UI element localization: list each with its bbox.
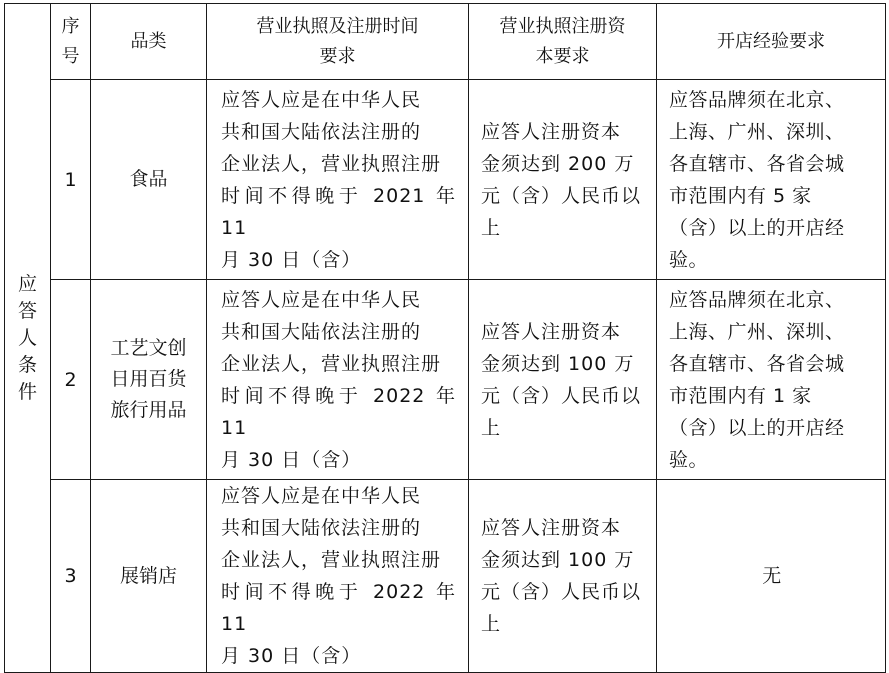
table-row xyxy=(5,480,886,673)
row-license-requirement: 应答人应是在中华人民 共和国大陆依法注册的 企业法人，营业执照注册 时间不得晚于 2022 年 11 月 30 日（含） xyxy=(207,280,469,480)
header-experience: 开店经验要求 xyxy=(657,4,886,80)
header-license: 营业执照及注册时间 要求 xyxy=(207,4,469,80)
row-experience-requirement: 无 xyxy=(657,480,886,673)
section-label-char: 件 xyxy=(17,380,37,403)
row-capital-requirement: 应答人注册资本 金须达到 200 万 元（含）人民币以 上 xyxy=(469,80,657,280)
row-license-requirement: 应答人应是在中华人民 共和国大陆依法注册的 企业法人，营业执照注册 时间不得晚于 2021 年 11 月 30 日（含） xyxy=(207,80,469,280)
header-row xyxy=(5,4,886,80)
row-category: 食品 xyxy=(91,80,207,280)
row-license-requirement: 应答人应是在中华人民 共和国大陆依法注册的 企业法人，营业执照注册 时间不得晚于 2022 年 11 月 30 日（含） xyxy=(207,480,469,673)
section-label-char: 答 xyxy=(17,299,37,322)
row-category: 工艺文创 日用百货 旅行用品 xyxy=(91,280,207,480)
section-label-cell xyxy=(5,4,51,673)
section-label-char: 条 xyxy=(17,353,37,376)
section-label-char: 应 xyxy=(17,272,37,295)
row-experience-requirement: 应答品牌须在北京、 上海、广州、深圳、 各直辖市、各省会城 市范围内有 5 家 （含）以上的开店经 验。 xyxy=(657,80,886,280)
table-row xyxy=(5,80,886,280)
table-row xyxy=(5,280,886,480)
row-capital-requirement: 应答人注册资本 金须达到 100 万 元（含）人民币以 上 xyxy=(469,280,657,480)
requirements-table xyxy=(4,3,886,673)
row-index: 3 xyxy=(51,480,91,673)
header-index: 序 号 xyxy=(51,4,91,80)
row-experience-requirement: 应答品牌须在北京、 上海、广州、深圳、 各直辖市、各省会城 市范围内有 1 家 （含）以上的开店经 验。 xyxy=(657,280,886,480)
header-category: 品类 xyxy=(91,4,207,80)
row-index: 1 xyxy=(51,80,91,280)
row-capital-requirement: 应答人注册资本 金须达到 100 万 元（含）人民币以 上 xyxy=(469,480,657,673)
row-index: 2 xyxy=(51,280,91,480)
row-category: 展销店 xyxy=(91,480,207,673)
section-label-char: 人 xyxy=(17,326,37,349)
header-capital: 营业执照注册资 本要求 xyxy=(469,4,657,80)
